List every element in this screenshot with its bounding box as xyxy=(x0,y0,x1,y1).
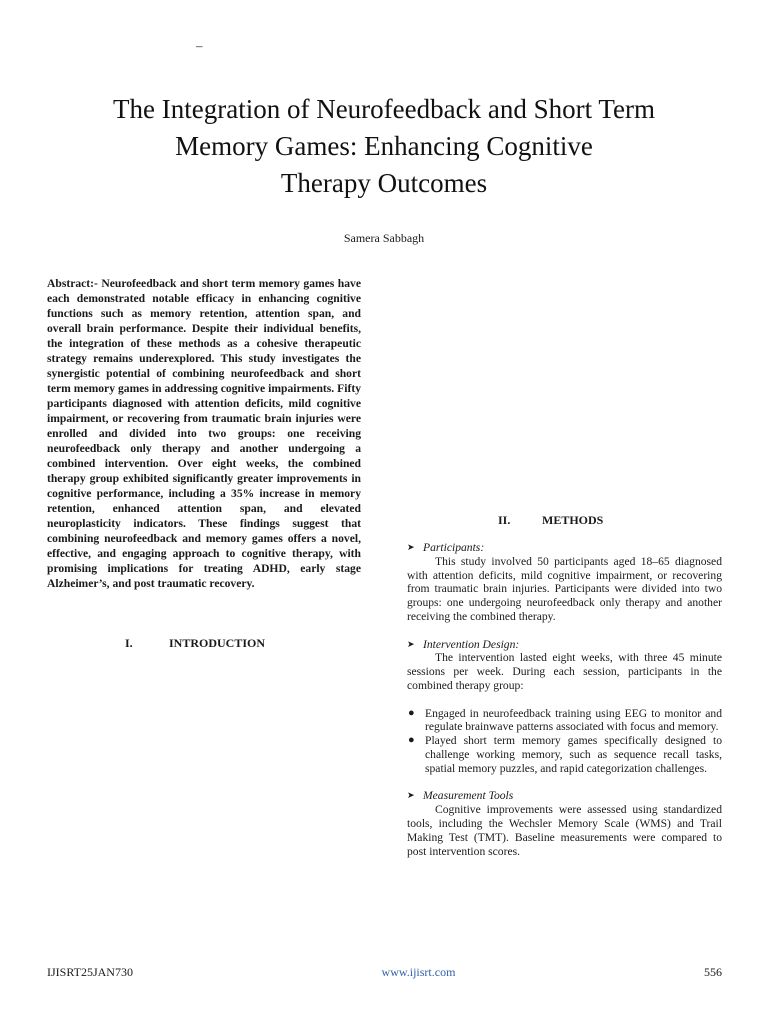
list-item-text: Played short term memory games specifically designed to challenge working memory, such as sequence recall tasks, spatial memory puzzles, and rapid categorization challenges. xyxy=(425,734,722,775)
section-heading-methods xyxy=(498,513,603,528)
intervention-text: The intervention lasted eight weeks, with three 45 minute sessions per week. During each session, participants in the combined therapy group: xyxy=(407,651,722,692)
bullet-dot-icon: ● xyxy=(408,706,415,719)
arrowhead-bullet-icon: ➤ xyxy=(407,638,415,649)
intervention-list xyxy=(407,707,722,776)
title-line: Therapy Outcomes xyxy=(280,168,488,198)
section-heading-introduction xyxy=(125,636,265,651)
page-footer xyxy=(47,965,722,980)
participants-block xyxy=(407,541,722,624)
subsection-title: Intervention Design: xyxy=(423,637,520,651)
subsection-heading xyxy=(407,638,722,652)
footer-website-link[interactable]: www.ijisrt.com xyxy=(381,965,456,979)
list-item xyxy=(407,707,722,735)
author-name: Samera Sabbagh xyxy=(343,231,425,245)
section-label: METHODS xyxy=(542,513,604,527)
measurement-text: Cognitive improvements were assessed using standardized tools, including the Wechsler Memory Scale (WMS) and Trail Making Test (TMT). Baseline measurements were compared to post intervention scores. xyxy=(407,803,722,858)
paper-title xyxy=(30,91,738,202)
title-line: Memory Games: Enhancing Cognitive xyxy=(175,131,593,161)
intervention-block xyxy=(407,638,722,693)
header-dash: – xyxy=(196,38,203,53)
title-line: The Integration of Neurofeedback and Short Term xyxy=(113,94,655,124)
arrowhead-bullet-icon: ➤ xyxy=(407,542,415,552)
subsection-heading xyxy=(407,541,722,555)
section-number: I. xyxy=(125,636,133,650)
list-item-text: Engaged in neurofeedback training using EEG to monitor and regulate brainwave patterns associated with focus and memory. xyxy=(425,706,722,734)
subsection-heading xyxy=(407,789,722,803)
section-number: II. xyxy=(498,513,511,527)
footer-paper-id: IJISRT25JAN730 xyxy=(47,965,133,979)
subsection-title: Measurement Tools xyxy=(423,789,514,803)
section-label: INTRODUCTION xyxy=(169,636,266,650)
participants-text: This study involved 50 participants aged 18–65 diagnosed with attention deficits, mild cognitive impairment, or recovering from traumatic brain injuries. Participants were divided into two groups: one undergoing neurofeedback only therapy and another receiving the combined therapy. xyxy=(407,554,722,623)
page-number: 556 xyxy=(704,965,722,979)
methods-column xyxy=(407,541,722,872)
bullet-dot-icon: ● xyxy=(408,734,415,747)
measurement-block xyxy=(407,789,722,858)
abstract-paragraph: Abstract:- Neurofeedback and short term memory games have each demonstrated notable efficacy in enhancing cognitive functions such as memory retention, attention span, and overall brain performance. Despite their individual benefits, the integration of these methods as a cohesive therapeutic strategy remains underexplored. This study investigates the synergistic potential of combining neurofeedback and short term memory games in addressing cognitive impairments. Fifty participants diagnosed with attention deficits, mild cognitive impairment, or recovering from traumatic brain injuries were enrolled and divided into two groups: one receiving neurofeedback only therapy and another undergoing a combined intervention. Over eight weeks, the combined therapy group exhibited significantly greater improvements in cognitive performance, including a 35% increase in memory retention, enhanced attention span, and elevated neuroplasticity indicators. These findings suggest that combining neurofeedback and memory games offers a novel, effective, and engaging approach to cognitive therapy, with promising implications for treating ADHD, early stage Alzheimer’s, and post traumatic recovery. xyxy=(47,277,361,590)
list-item xyxy=(407,734,722,775)
subsection-title: Participants: xyxy=(423,541,485,554)
arrowhead-bullet-icon: ➤ xyxy=(407,790,415,801)
